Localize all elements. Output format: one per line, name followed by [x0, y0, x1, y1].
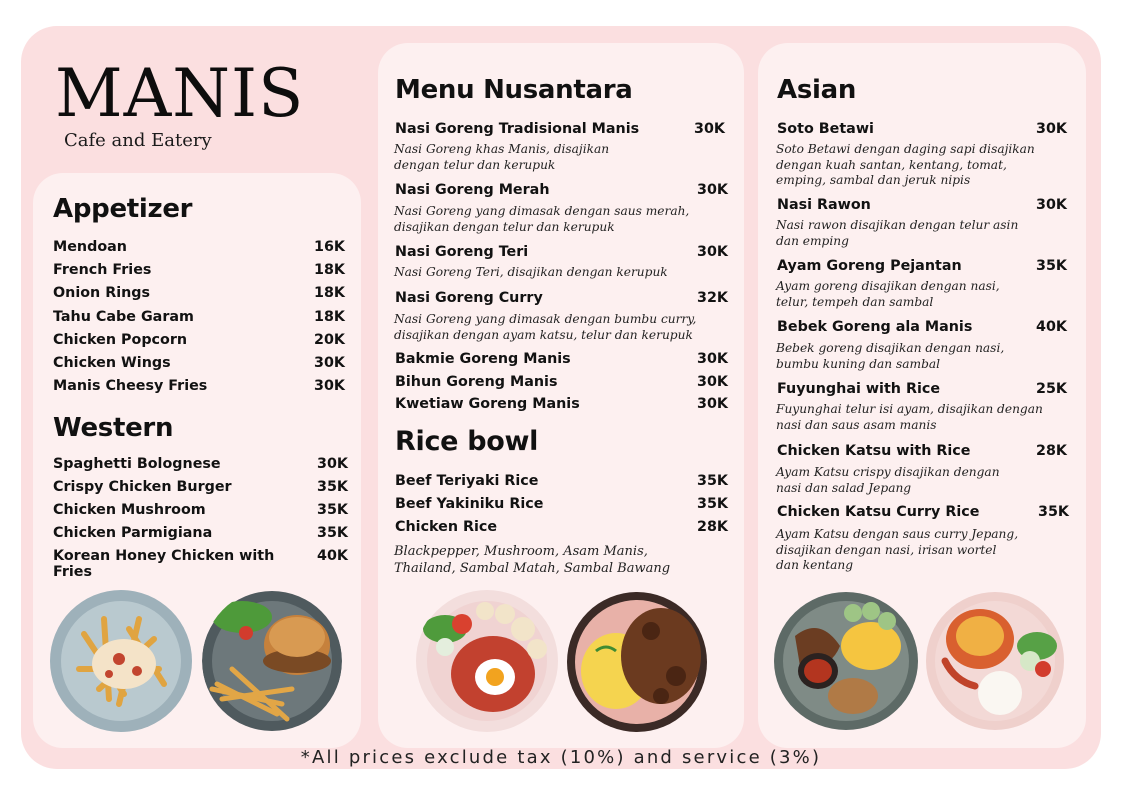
- item-name: Nasi Goreng Curry: [395, 290, 543, 306]
- item-name: Bihun Goreng Manis: [395, 374, 558, 390]
- item-name: French Fries: [53, 262, 152, 278]
- burger-fries-photo: [202, 589, 342, 733]
- menu-item: [53, 285, 345, 301]
- menu-item: [53, 456, 348, 472]
- item-price: 20K: [314, 332, 345, 348]
- menu-item: [53, 262, 345, 278]
- item-description: Nasi Goreng Teri, disajikan dengan kerupuk: [394, 265, 668, 279]
- sauce-options: Blackpepper, Mushroom, Asam Manis, Thailand, Sambal Matah, Sambal Bawang: [394, 544, 671, 576]
- item-name: Chicken Katsu with Rice: [777, 443, 971, 459]
- item-description: Bebek goreng disajikan dengan nasi, bumbu kuning dan sambal: [776, 341, 1005, 371]
- item-name: Chicken Rice: [395, 519, 498, 535]
- item-name: Bakmie Goreng Manis: [395, 351, 571, 367]
- menu-item: [395, 351, 728, 367]
- menu-item: [777, 319, 1067, 335]
- item-price: 30K: [697, 374, 728, 390]
- item-name: Bebek Goreng ala Manis: [777, 319, 973, 335]
- menu-item: [395, 290, 728, 306]
- menu-item: [395, 182, 728, 198]
- item-price: 18K: [314, 262, 345, 278]
- item-name: Chicken Wings: [53, 355, 171, 371]
- item-name: Beef Yakiniku Rice: [395, 496, 544, 512]
- item-name: Chicken Popcorn: [53, 332, 188, 348]
- item-name: Tahu Cabe Garam: [53, 309, 194, 325]
- section-title-western: Western: [53, 413, 174, 443]
- menu-item: [777, 197, 1067, 213]
- brand-logo: [55, 55, 355, 151]
- brand-name: MANIS: [55, 55, 305, 132]
- item-price: 40K: [317, 548, 348, 564]
- item-price: 35K: [697, 473, 728, 489]
- menu-item: [777, 443, 1067, 459]
- menu-item: [395, 121, 725, 137]
- katsu-curry-photo: [925, 591, 1065, 731]
- ayam-goreng-photo: [773, 591, 919, 731]
- menu-item: [53, 548, 348, 580]
- menu-item: [395, 473, 728, 489]
- item-price: 28K: [697, 519, 728, 535]
- item-name: Nasi Goreng Merah: [395, 182, 550, 198]
- menu-item: [777, 121, 1067, 137]
- menu-item: [53, 479, 348, 495]
- item-description: Ayam Katsu dengan saus curry Jepang, disajikan dengan nasi, irisan wortel dan kentang: [776, 527, 1019, 572]
- item-price: 35K: [1036, 258, 1067, 274]
- menu-item: [777, 381, 1067, 397]
- item-price: 30K: [1036, 197, 1067, 213]
- menu-item: [53, 378, 345, 394]
- menu-item: [777, 504, 1069, 520]
- item-description: Soto Betawi dengan daging sapi disajikan dengan kuah santan, kentang, tomat, emping, sambal dan jeruk nipis: [776, 142, 1035, 187]
- item-price: 28K: [1036, 443, 1067, 459]
- section-title-asian: Asian: [777, 75, 857, 105]
- cheesy-fries-photo: [49, 589, 193, 733]
- item-name: Kwetiaw Goreng Manis: [395, 396, 580, 412]
- footer-note: *All prices exclude tax (10%) and service (3%): [300, 747, 822, 768]
- item-price: 40K: [1036, 319, 1067, 335]
- item-price: 32K: [697, 290, 728, 306]
- item-name: Spaghetti Bolognese: [53, 456, 221, 472]
- brand-tagline: Cafe and Eatery: [64, 130, 212, 151]
- menu-item: [395, 396, 728, 412]
- item-price: 30K: [697, 182, 728, 198]
- section-title-appetizer: Appetizer: [53, 194, 193, 224]
- menu-item: [53, 355, 345, 371]
- item-price: 18K: [314, 285, 345, 301]
- item-price: 30K: [697, 396, 728, 412]
- item-name: Beef Teriyaki Rice: [395, 473, 539, 489]
- item-price: 25K: [1036, 381, 1067, 397]
- item-name: Chicken Katsu Curry Rice: [777, 504, 980, 520]
- menu-item: [53, 332, 345, 348]
- item-description: Nasi Goreng yang dimasak dengan saus merah, disajikan dengan telur dan kerupuk: [394, 204, 690, 234]
- item-price: 35K: [697, 496, 728, 512]
- item-description: Fuyunghai telur isi ayam, disajikan dengan nasi dan saus asam manis: [776, 402, 1043, 432]
- item-price: 30K: [317, 456, 348, 472]
- menu-item: [53, 239, 345, 255]
- item-price: 35K: [1038, 504, 1069, 520]
- section-title-ricebowl: Rice bowl: [395, 426, 539, 457]
- item-name: Nasi Goreng Teri: [395, 244, 529, 260]
- item-name: Fuyunghai with Rice: [777, 381, 941, 397]
- item-price: 30K: [697, 244, 728, 260]
- item-price: 30K: [314, 378, 345, 394]
- item-price: 18K: [314, 309, 345, 325]
- rice-bowl-photo: [566, 591, 708, 733]
- item-name: Mendoan: [53, 239, 127, 255]
- item-description: Nasi Goreng khas Manis, disajikan dengan telur dan kerupuk: [394, 142, 610, 172]
- item-name: Onion Rings: [53, 285, 151, 301]
- item-name: Soto Betawi: [777, 121, 874, 137]
- menu-item: [53, 309, 345, 325]
- item-price: 35K: [317, 525, 348, 541]
- menu-item: [53, 525, 348, 541]
- item-price: 30K: [694, 121, 725, 137]
- item-price: 35K: [317, 502, 348, 518]
- menu-item: [395, 496, 728, 512]
- nasi-goreng-merah-photo: [415, 589, 559, 733]
- item-description: Nasi rawon disajikan dengan telur asin dan emping: [776, 218, 1019, 248]
- item-price: 30K: [1036, 121, 1067, 137]
- item-description: Ayam goreng disajikan dengan nasi, telur, tempeh dan sambal: [776, 279, 1000, 309]
- item-price: 30K: [314, 355, 345, 371]
- item-name: Nasi Goreng Tradisional Manis: [395, 121, 640, 137]
- item-price: 35K: [317, 479, 348, 495]
- item-name: Ayam Goreng Pejantan: [777, 258, 962, 274]
- menu-item: [395, 519, 728, 535]
- item-name: Crispy Chicken Burger: [53, 479, 232, 495]
- item-name: Manis Cheesy Fries: [53, 378, 208, 394]
- menu-item: [395, 374, 728, 390]
- item-name: Nasi Rawon: [777, 197, 871, 213]
- menu-item: [395, 244, 728, 260]
- item-price: 30K: [697, 351, 728, 367]
- item-name: Korean Honey Chicken with Fries: [53, 548, 275, 580]
- item-description: Nasi Goreng yang dimasak dengan bumbu curry, disajikan dengan ayam katsu, telur dan kerupuk: [394, 312, 697, 342]
- menu-item: [777, 258, 1067, 274]
- item-description: Ayam Katsu crispy disajikan dengan nasi dan salad Jepang: [776, 465, 1000, 495]
- item-name: Chicken Parmigiana: [53, 525, 213, 541]
- section-title-nusantara: Menu Nusantara: [395, 75, 633, 105]
- menu-item: [53, 502, 348, 518]
- item-price: 16K: [314, 239, 345, 255]
- item-name: Chicken Mushroom: [53, 502, 206, 518]
